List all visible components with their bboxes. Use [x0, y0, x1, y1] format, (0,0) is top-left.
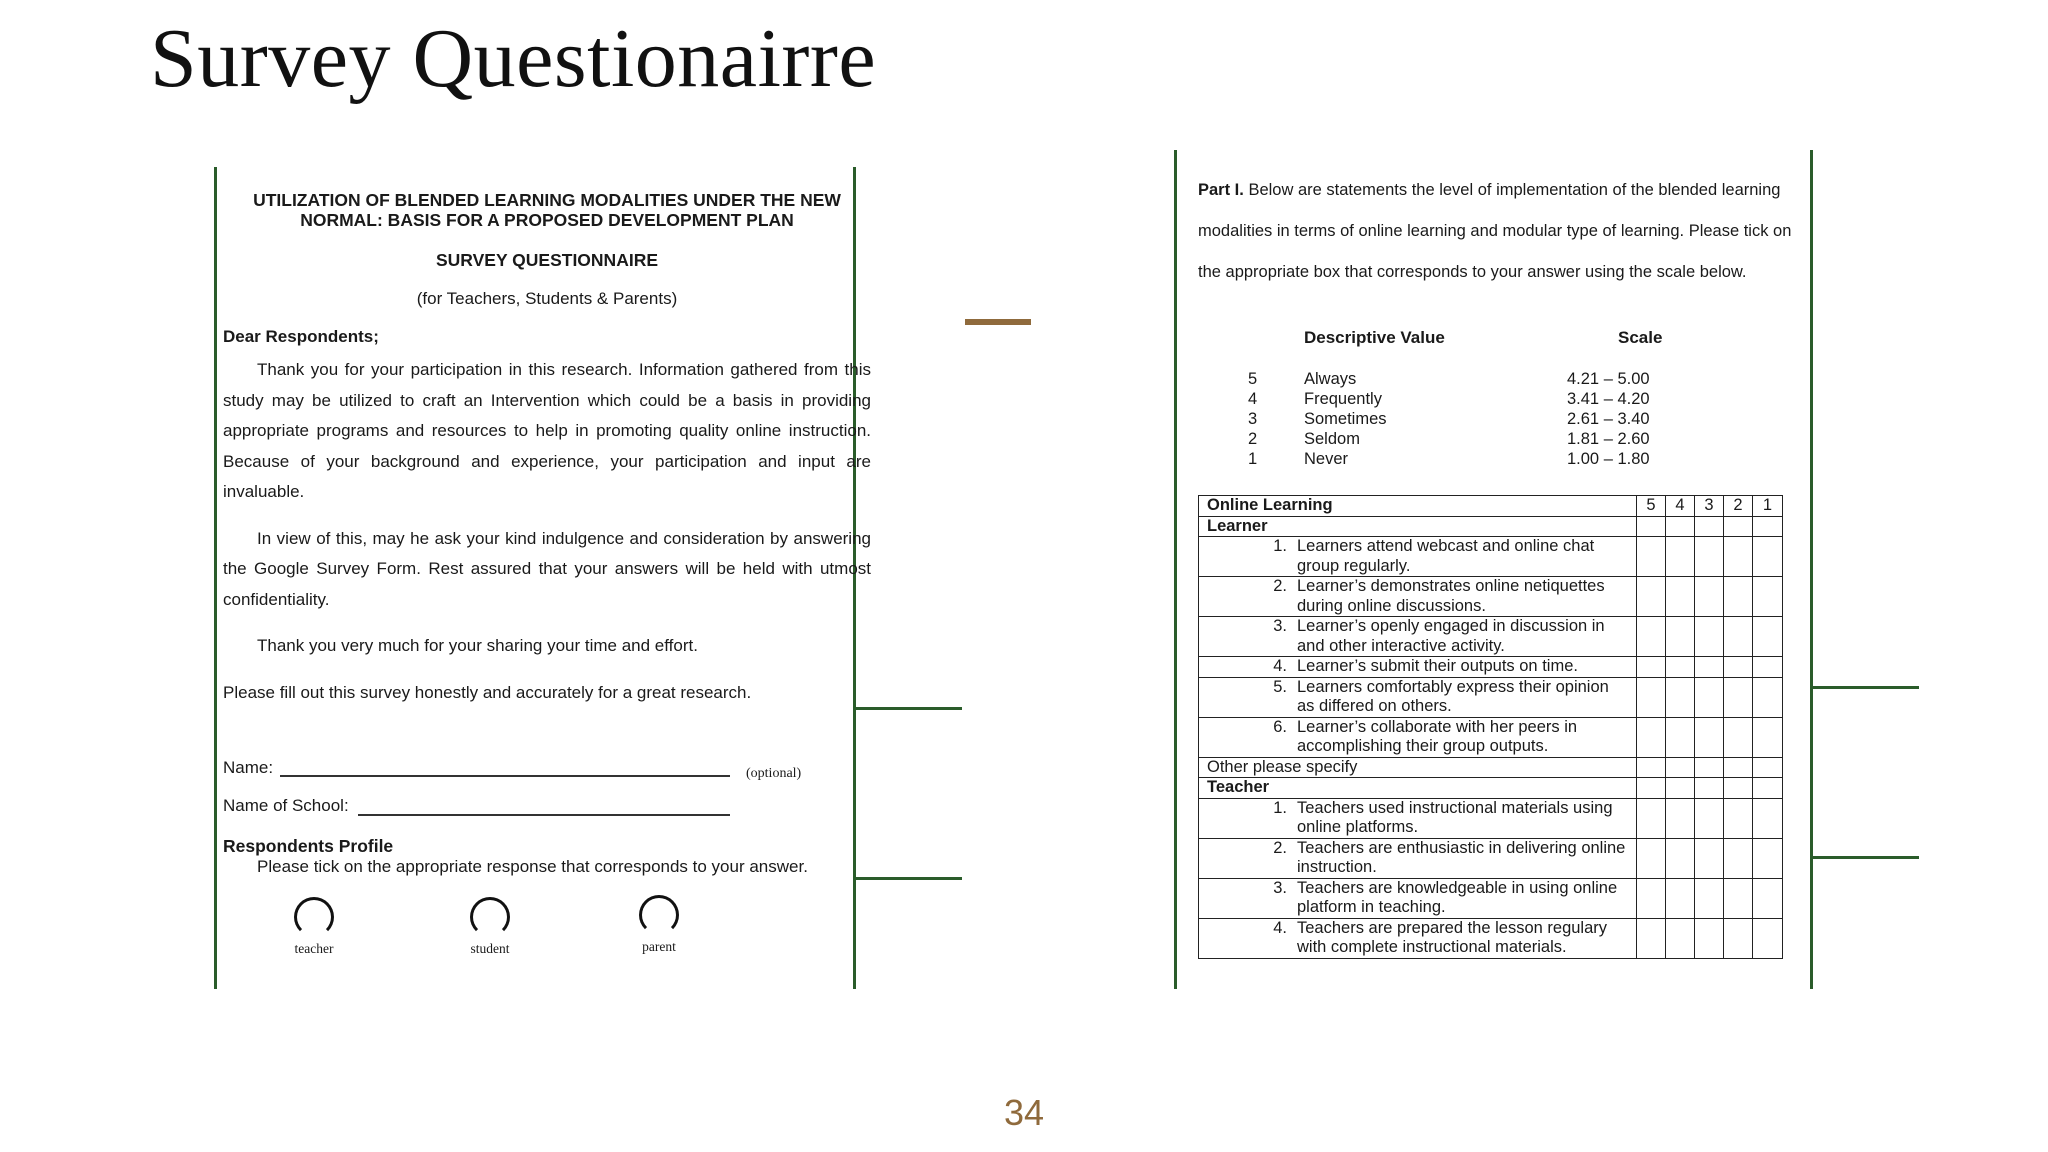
score-cell[interactable] — [1695, 778, 1724, 799]
score-cell[interactable] — [1753, 757, 1783, 778]
scale-range: 1.81 – 2.60 — [1567, 430, 1650, 448]
score-header-3: 3 — [1695, 496, 1724, 517]
score-cell[interactable] — [1666, 878, 1695, 918]
score-cell[interactable] — [1724, 918, 1753, 958]
scale-row — [1198, 410, 1698, 430]
radio-circle-icon — [294, 897, 334, 937]
score-cell[interactable] — [1666, 537, 1695, 577]
rating-table — [1198, 495, 1783, 959]
score-cell[interactable] — [1695, 918, 1724, 958]
section-row-learner — [1199, 516, 1783, 537]
item-number: 4. — [1273, 918, 1287, 937]
right-doc-border-left — [1174, 150, 1177, 989]
scale-num: 3 — [1248, 410, 1258, 428]
other-label: Other please specify — [1199, 757, 1637, 778]
score-cell[interactable] — [1753, 577, 1783, 617]
score-cell[interactable] — [1666, 798, 1695, 838]
scale-desc: Never — [1304, 450, 1349, 468]
score-header-2: 2 — [1724, 496, 1753, 517]
item-text: Learner’s openly engaged in discussion in and other interactive activity. — [1297, 617, 1605, 655]
table-row — [1199, 918, 1783, 958]
scale-row — [1198, 370, 1698, 390]
scale-row — [1198, 390, 1698, 410]
score-cell[interactable] — [1695, 657, 1724, 678]
scale-num: 5 — [1248, 370, 1258, 388]
score-cell[interactable] — [1666, 617, 1695, 657]
table-row — [1199, 577, 1783, 617]
score-cell[interactable] — [1666, 677, 1695, 717]
score-cell[interactable] — [1724, 778, 1753, 799]
score-cell[interactable] — [1753, 798, 1783, 838]
item-number: 4. — [1273, 657, 1287, 675]
scale-header-desc: Descriptive Value — [1304, 328, 1445, 347]
table-header-row — [1199, 496, 1783, 517]
score-cell[interactable] — [1666, 717, 1695, 757]
score-cell[interactable] — [1695, 757, 1724, 778]
score-cell[interactable] — [1637, 516, 1666, 537]
item-text: Teachers are enthusiastic in delivering online instruction. — [1297, 838, 1626, 876]
item-number: 6. — [1273, 717, 1287, 736]
part-label: Part I. — [1198, 181, 1244, 199]
score-cell[interactable] — [1695, 537, 1724, 577]
scale-row — [1198, 430, 1698, 450]
other-row — [1199, 757, 1783, 778]
score-cell[interactable] — [1753, 516, 1783, 537]
right-connector-upper — [1812, 686, 1919, 689]
survey-letter — [223, 190, 871, 956]
radio-circle-icon — [470, 897, 510, 937]
item-text: Teachers are prepared the lesson regulary with complete instructional materials. — [1297, 918, 1608, 956]
score-cell[interactable] — [1724, 757, 1753, 778]
scale-range: 2.61 – 3.40 — [1567, 410, 1650, 428]
scale-num: 2 — [1248, 430, 1258, 448]
score-cell[interactable] — [1666, 838, 1695, 878]
scale-range: 1.00 – 1.80 — [1567, 450, 1650, 468]
section-label-learner: Learner — [1199, 516, 1637, 537]
scale-range: 4.21 – 5.00 — [1567, 370, 1650, 388]
scale-row — [1198, 450, 1698, 470]
score-cell[interactable] — [1695, 878, 1724, 918]
section-row-teacher — [1199, 778, 1783, 799]
item-text: Learners attend webcast and online chat group regularly. — [1297, 537, 1595, 575]
survey-part-one — [1198, 170, 1818, 956]
survey-subtitle: SURVEY QUESTIONNAIRE — [435, 250, 659, 270]
score-cell[interactable] — [1695, 717, 1724, 757]
item-text: Teachers are knowledgeable in using online platform in teaching. — [1297, 878, 1618, 916]
item-text: Learner’s submit their outputs on time. — [1297, 657, 1578, 675]
scale-desc: Sometimes — [1304, 410, 1387, 428]
scale-num: 1 — [1248, 450, 1258, 468]
score-cell[interactable] — [1637, 798, 1666, 838]
page-number: 34 — [1003, 1092, 1045, 1133]
choice-label-student: student — [470, 941, 510, 956]
score-cell[interactable] — [1753, 778, 1783, 799]
score-cell[interactable] — [1753, 838, 1783, 878]
table-row — [1199, 677, 1783, 717]
score-cell[interactable] — [1666, 918, 1695, 958]
part-intro — [1198, 170, 1818, 293]
item-text: Learner’s demonstrates online netiquettes during online discussions. — [1297, 577, 1605, 615]
score-cell[interactable] — [1666, 657, 1695, 678]
score-cell[interactable] — [1637, 577, 1666, 617]
intro-paragraph: Thank you for your participation in this research. Information gathered from this study may be utilized to craft an Intervention which could be a basis in providing appropriate programs and resources to help in promoting quality online instruction. Because of your background and experience, your participation and input are invaluable. — [223, 360, 871, 501]
score-header-5: 5 — [1637, 496, 1666, 517]
scale-header-scale: Scale — [1618, 328, 1663, 347]
item-text: Teachers used instructional materials using online platforms. — [1297, 798, 1613, 836]
school-label: Name of School: — [223, 796, 349, 815]
scale-desc: Seldom — [1304, 430, 1360, 448]
left-connector-upper — [855, 707, 962, 710]
choice-teacher[interactable] — [274, 897, 354, 957]
score-cell[interactable] — [1637, 757, 1666, 778]
score-cell[interactable] — [1695, 838, 1724, 878]
score-cell[interactable] — [1695, 677, 1724, 717]
score-cell[interactable] — [1637, 878, 1666, 918]
left-connector-lower — [855, 877, 962, 880]
section-label-teacher: Teacher — [1199, 778, 1637, 799]
item-number: 3. — [1273, 878, 1287, 897]
header-online-learning: Online Learning — [1199, 496, 1637, 517]
score-header-1: 1 — [1753, 496, 1783, 517]
radio-circle-icon — [639, 895, 679, 935]
score-cell[interactable] — [1695, 577, 1724, 617]
name-field[interactable] — [280, 775, 730, 777]
score-cell[interactable] — [1695, 617, 1724, 657]
score-cell[interactable] — [1724, 516, 1753, 537]
item-number: 2. — [1273, 577, 1287, 595]
scale-desc: Always — [1304, 370, 1357, 388]
score-cell[interactable] — [1753, 537, 1783, 577]
left-doc-border-left — [214, 167, 217, 989]
scale-num: 4 — [1248, 390, 1258, 408]
item-number: 1. — [1273, 537, 1287, 555]
item-text: Learner’s collaborate with her peers in accomplishing their group outputs. — [1297, 717, 1578, 755]
score-cell[interactable] — [1666, 778, 1695, 799]
school-field[interactable] — [358, 814, 730, 816]
choice-student[interactable] — [450, 897, 530, 957]
score-cell[interactable] — [1637, 617, 1666, 657]
score-cell[interactable] — [1666, 757, 1695, 778]
request-paragraph: In view of this, may he ask your kind indulgence and consideration by answering the Google Survey Form. Rest assured that your answers will be held with utmost confidentiality. — [223, 528, 871, 609]
fill-out-line: Please fill out this survey honestly and accurately for a great research. — [223, 682, 752, 702]
right-connector-lower — [1812, 856, 1919, 859]
profile-title: Respondents Profile — [223, 836, 394, 856]
survey-heading — [223, 190, 871, 230]
survey-audience: (for Teachers, Students & Parents) — [416, 289, 678, 308]
heading-line-1: UTILIZATION OF BLENDED LEARNING MODALITIES UNDER THE NEW — [253, 190, 841, 210]
score-cell[interactable] — [1637, 717, 1666, 757]
score-cell[interactable] — [1724, 878, 1753, 918]
score-cell[interactable] — [1753, 677, 1783, 717]
score-cell[interactable] — [1666, 516, 1695, 537]
choice-label-teacher: teacher — [294, 941, 334, 956]
score-cell[interactable] — [1724, 657, 1753, 678]
thanks-line: Thank you very much for your sharing your time and effort. — [257, 636, 698, 655]
score-cell[interactable] — [1637, 918, 1666, 958]
scale-desc: Frequently — [1304, 390, 1382, 408]
profile-instruction: Please tick on the appropriate response that corresponds to your answer. — [257, 857, 808, 876]
item-text: Learners comfortably express their opinion as differed on others. — [1297, 677, 1609, 715]
item-number: 1. — [1273, 798, 1287, 817]
part-intro-text: Below are statements the level of implementation of the blended learning modalities in terms of online learning and modular type of learning. Please tick on the appropriate box that corresponds to your answer using the scale below. — [1198, 181, 1792, 281]
scale-range: 3.41 – 4.20 — [1567, 390, 1650, 408]
score-cell[interactable] — [1753, 717, 1783, 757]
score-cell[interactable] — [1724, 617, 1753, 657]
table-row — [1199, 617, 1783, 657]
optional-note: (optional) — [746, 766, 802, 781]
choice-parent[interactable] — [619, 895, 699, 955]
score-cell[interactable] — [1724, 577, 1753, 617]
slide-title: Survey Questionairre — [150, 12, 877, 105]
score-cell[interactable] — [1637, 838, 1666, 878]
table-row — [1199, 717, 1783, 757]
score-cell[interactable] — [1724, 717, 1753, 757]
table-row — [1199, 798, 1783, 838]
score-cell[interactable] — [1637, 657, 1666, 678]
score-cell[interactable] — [1753, 918, 1783, 958]
heading-line-2: NORMAL: BASIS FOR A PROPOSED DEVELOPMENT PLAN — [300, 210, 794, 230]
score-cell[interactable] — [1724, 677, 1753, 717]
score-cell[interactable] — [1753, 878, 1783, 918]
item-number: 2. — [1273, 838, 1287, 857]
table-row — [1199, 838, 1783, 878]
score-cell[interactable] — [1724, 537, 1753, 577]
score-cell[interactable] — [1695, 798, 1724, 838]
choice-label-parent: parent — [642, 939, 676, 954]
salutation: Dear Respondents; — [223, 327, 379, 346]
item-number: 5. — [1273, 677, 1287, 696]
table-row — [1199, 537, 1783, 577]
score-cell[interactable] — [1637, 677, 1666, 717]
score-cell[interactable] — [1724, 798, 1753, 838]
name-label: Name: — [223, 758, 274, 777]
table-row — [1199, 657, 1783, 678]
item-number: 3. — [1273, 617, 1287, 635]
accent-dash — [965, 319, 1031, 325]
score-cell[interactable] — [1637, 778, 1666, 799]
table-row — [1199, 878, 1783, 918]
score-cell[interactable] — [1695, 516, 1724, 537]
score-cell[interactable] — [1753, 617, 1783, 657]
score-cell[interactable] — [1724, 838, 1753, 878]
score-cell[interactable] — [1637, 537, 1666, 577]
score-header-4: 4 — [1666, 496, 1695, 517]
score-cell[interactable] — [1666, 577, 1695, 617]
score-cell[interactable] — [1753, 657, 1783, 678]
